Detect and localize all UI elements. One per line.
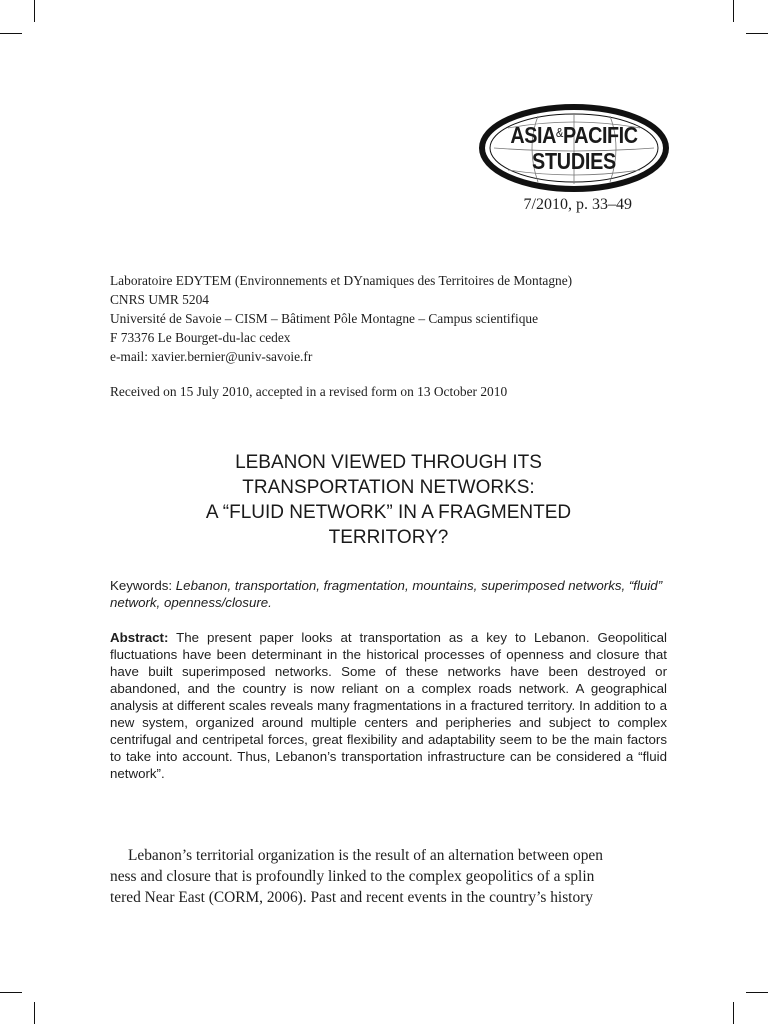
abstract-text: The present paper looks at transportation as a key to Lebanon. Geopolitical fluctuations have been determinant in the historical processes of openness and closure that have built superimposed networks. Some of these networks have been destroyed or abandoned, and the country is now reliant on a complex roads network. A geographical analysis at different scales reveals many fragmentations in a fractured territory. In addition to a new system, organized around multiple centers and peripheries and subject to complex centrifugal and centripetal forces, great flexibility and adaptability seem to be the main factors to take into account. Thus, Lebanon’s transportation infrastructure can be considered a “fluid network”. (110, 630, 667, 781)
keywords-separator: : (168, 578, 176, 593)
affiliation-line-cnrs: CNRS UMR 5204 (110, 292, 209, 307)
journal-logo (478, 104, 670, 192)
title-line: TERRITORY? (328, 527, 449, 548)
crop-mark-bottom-right-vertical (733, 1002, 734, 1024)
title-line: LEBANON VIEWED THROUGH ITS (235, 452, 542, 473)
crop-mark-bottom-left-vertical (34, 1002, 35, 1024)
crop-mark-top-right-vertical (733, 0, 734, 22)
issue-reference: 7/2010, p. 33–49 (523, 196, 632, 213)
title-line: TRANSPORTATION NETWORKS: (242, 477, 535, 498)
crop-mark-top-left-horizontal (0, 33, 22, 34)
abstract-label: Abstract: (110, 630, 169, 645)
crop-mark-bottom-left-horizontal (0, 992, 22, 993)
logo-title-line2: STUDIES (532, 148, 616, 174)
body-line: Lebanon’s territorial organization is the result of an alternation between open (128, 847, 603, 864)
body-line: ness and closure that is profoundly linked to the complex geopolitics of a splin (110, 868, 595, 885)
keywords-section (110, 577, 667, 611)
article-title (110, 450, 667, 550)
logo-word-asia: ASIA (510, 122, 556, 148)
keywords-text: Lebanon, transportation, fragmentation, mountains, superimposed networks, “fluid” network, openness/closure. (110, 578, 663, 610)
crop-mark-top-left-vertical (34, 0, 35, 22)
body-paragraph (110, 845, 670, 908)
received-dates: Received on 15 July 2010, accepted in a revised form on 13 October 2010 (110, 384, 508, 399)
logo-ampersand: & (555, 125, 563, 140)
affiliation-line-university: Université de Savoie – CISM – Bâtiment Pôle Montagne – Campus scientifique (110, 311, 539, 326)
body-line: tered Near East (CORM, 2006). Past and recent events in the country’s history (110, 889, 593, 906)
abstract-section (110, 629, 667, 782)
crop-mark-bottom-right-horizontal (746, 992, 768, 993)
logo-title-line1 (491, 122, 656, 149)
keywords-label: Keywords (110, 578, 169, 593)
affiliation-line-email: e-mail: xavier.bernier@univ-savoie.fr (110, 349, 313, 364)
crop-mark-top-right-horizontal (746, 33, 768, 34)
author-affiliation (110, 271, 680, 366)
affiliation-line-lab: Laboratoire EDYTEM (Environnements et DYnamiques des Territoires de Montagne) (110, 273, 573, 288)
logo-word-pacific: PACIFIC (562, 122, 638, 148)
title-line: A “FLUID NETWORK” IN A FRAGMENTED (205, 502, 572, 523)
affiliation-line-address: F 73376 Le Bourget-du-lac cedex (110, 330, 291, 345)
